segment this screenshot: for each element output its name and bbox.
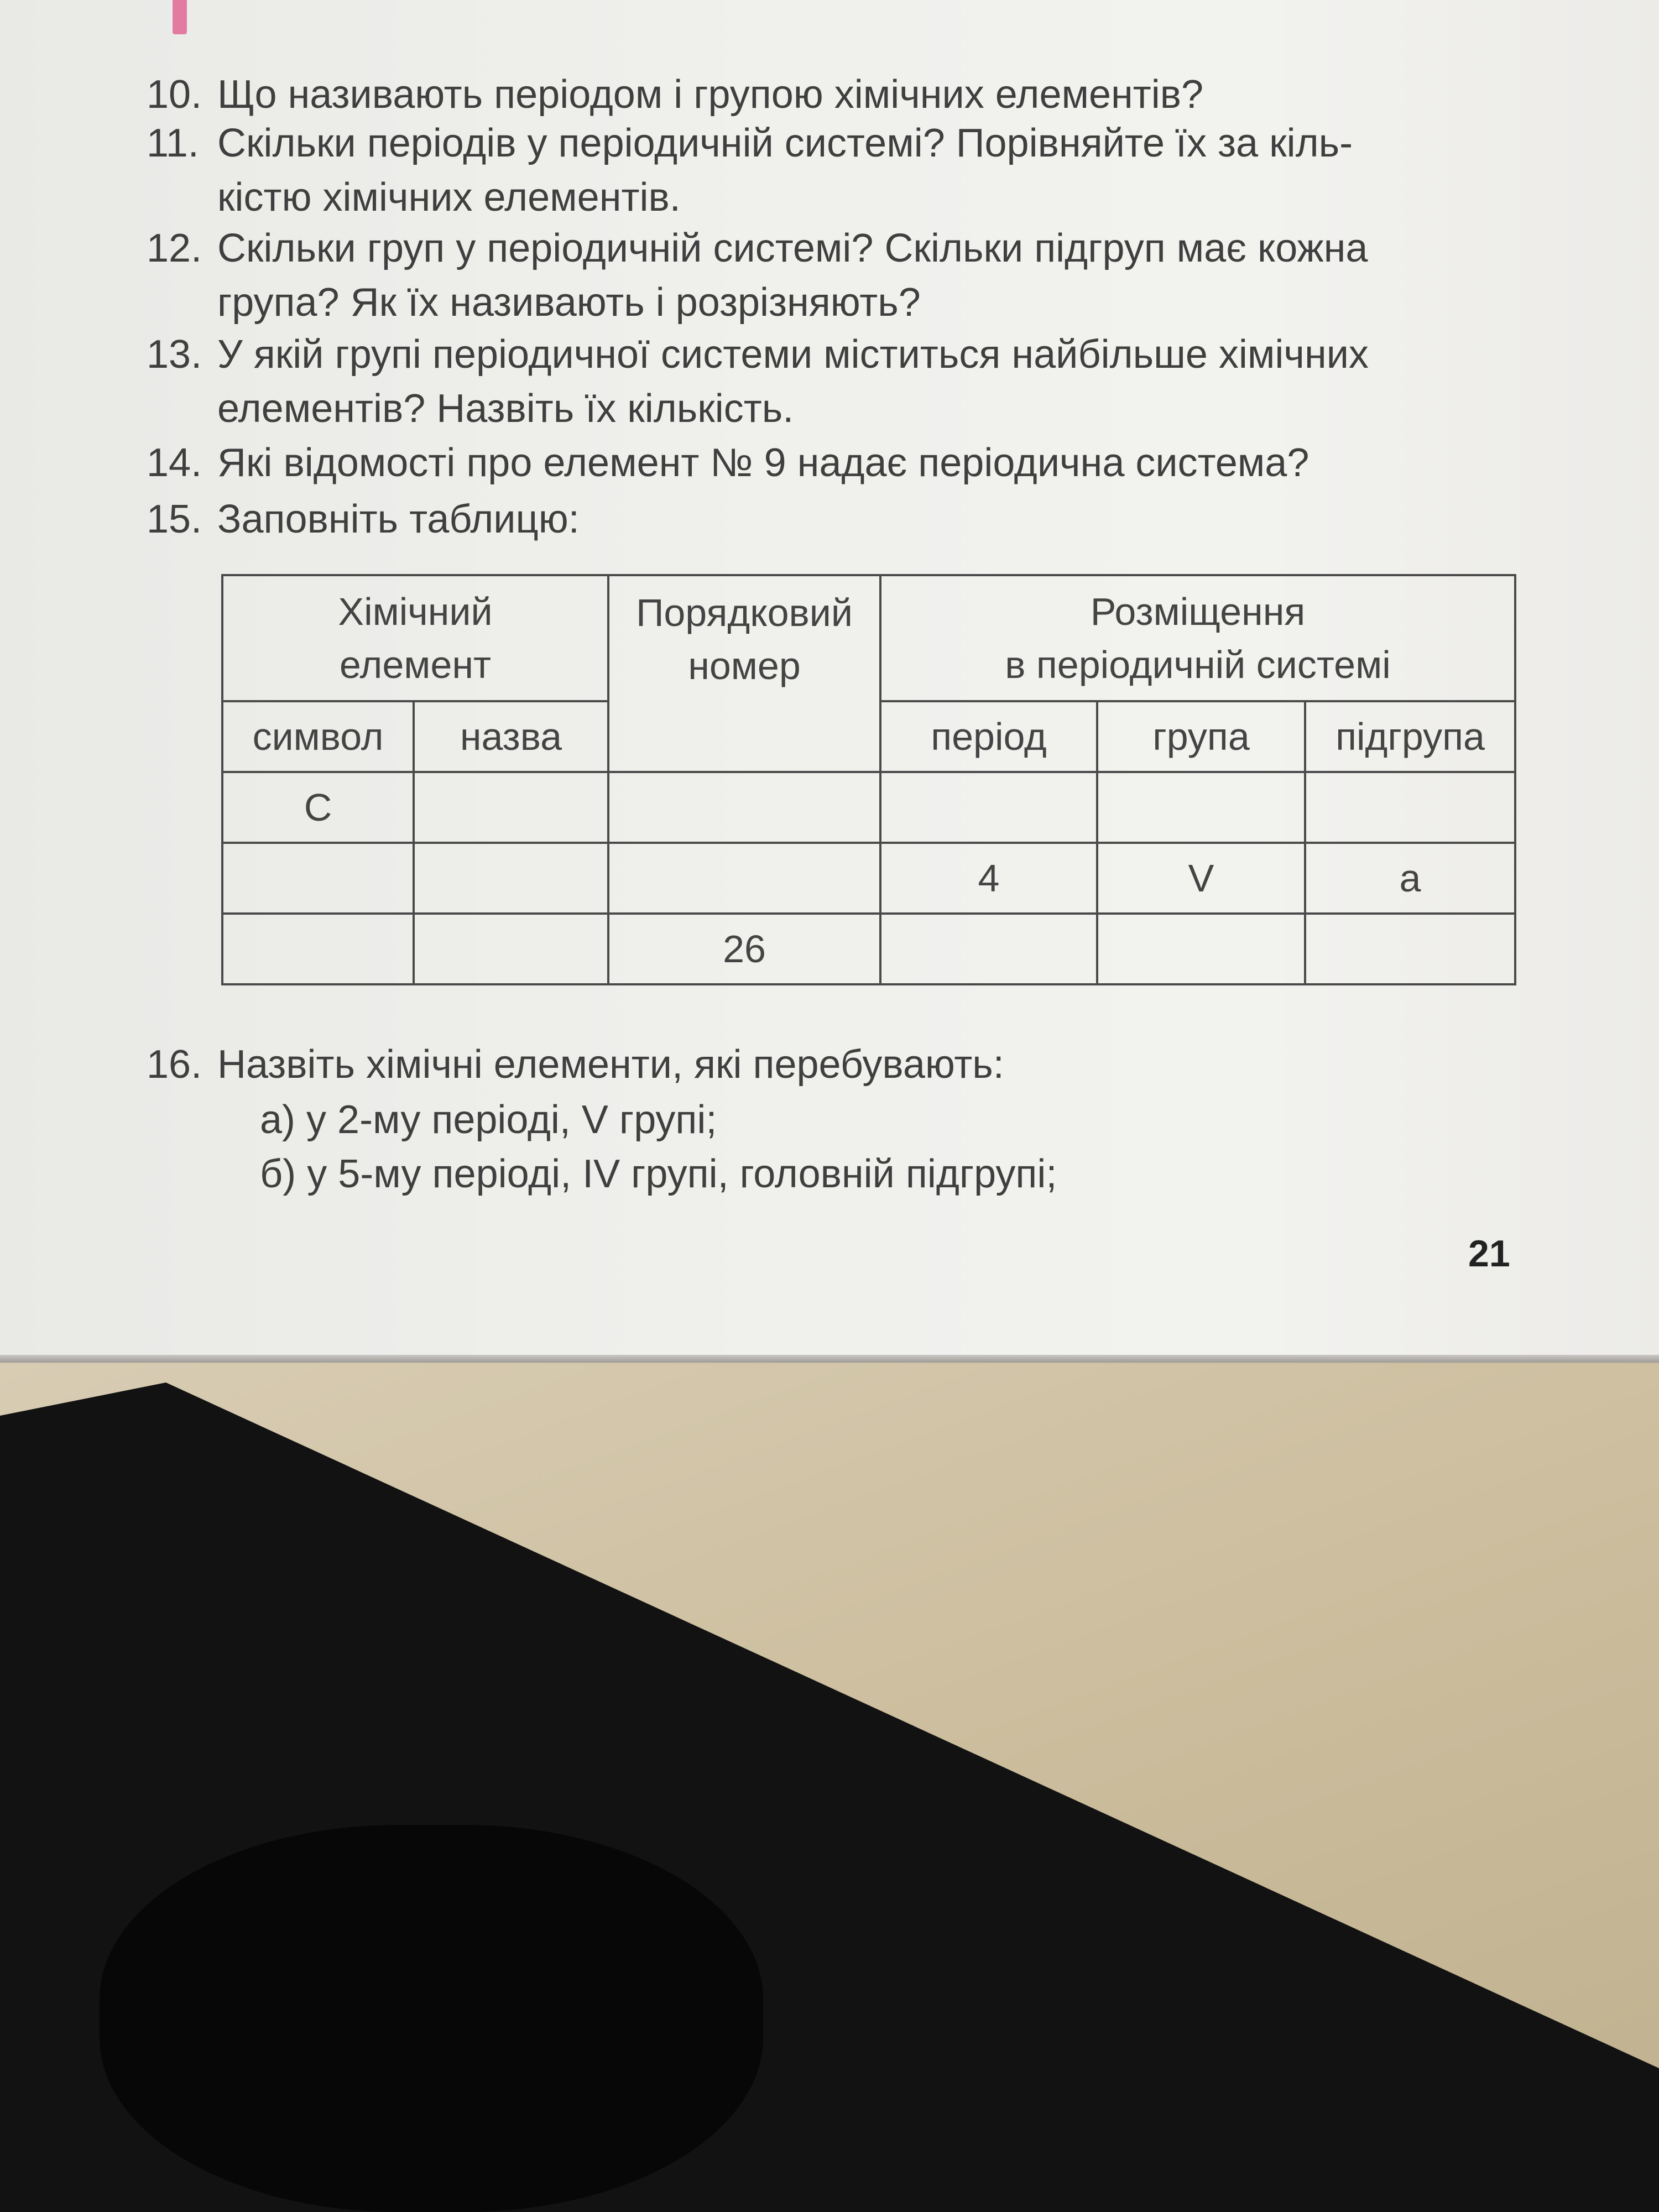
cell-ordinal	[608, 843, 880, 914]
bookmark-marker	[173, 0, 187, 34]
question-text-continued: група? Як їх називають і розрізняють?	[217, 280, 921, 325]
question-16-option-a: а) у 2-му періоді, V групі;	[260, 1098, 717, 1142]
cell-name	[414, 772, 608, 843]
header-ordinal-number	[608, 575, 880, 772]
question-text-continued: кістю хімічних елементів.	[217, 175, 681, 220]
cell-name	[414, 914, 608, 984]
question-13	[147, 327, 1529, 436]
question-text: Скільки груп у періодичній системі? Скільки підгруп має кожна	[217, 226, 1368, 270]
cell-group	[1097, 914, 1305, 984]
question-number: 14.	[147, 441, 202, 485]
table-row	[222, 843, 1515, 914]
question-number: 16.	[147, 1042, 202, 1087]
cell-symbol	[222, 914, 414, 984]
header-chemical-element	[222, 575, 608, 701]
header-symbol: символ	[222, 701, 414, 772]
question-text: Скільки періодів у періодичній системі? Порівняйте їх за кіль-	[217, 121, 1353, 165]
cell-symbol: C	[222, 772, 414, 843]
question-text: У якій групі періодичної системи міститься найбільше хімічних	[217, 332, 1369, 377]
question-number: 15.	[147, 497, 202, 541]
fill-in-table	[221, 574, 1516, 985]
header-line: Хімічний	[338, 590, 493, 633]
question-11	[147, 116, 1529, 225]
cell-group: V	[1097, 843, 1305, 914]
header-line: елемент	[339, 643, 492, 686]
header-period: період	[880, 701, 1097, 772]
page-number: 21	[1468, 1233, 1510, 1275]
cell-symbol	[222, 843, 414, 914]
header-placement	[880, 575, 1515, 701]
header-group: група	[1097, 701, 1305, 772]
question-text: Заповніть таблицю:	[217, 497, 580, 541]
cell-subgroup	[1305, 914, 1515, 984]
cell-subgroup: а	[1305, 843, 1515, 914]
question-14	[147, 436, 1529, 490]
dark-shadow	[100, 1825, 763, 2212]
question-text: Що називають періодом і групою хімічних елементів?	[217, 72, 1204, 117]
question-number: 11.	[147, 121, 199, 165]
question-12	[147, 221, 1529, 330]
question-10	[147, 67, 1529, 122]
header-line: Порядковий	[636, 591, 853, 634]
question-text-continued: елементів? Назвіть їх кількість.	[217, 387, 794, 431]
question-16-option-b: б) у 5-му періоді, IV групі, головній підгрупі;	[260, 1152, 1057, 1196]
question-number: 13.	[147, 332, 202, 377]
cell-ordinal	[608, 772, 880, 843]
header-line: номер	[688, 644, 801, 687]
cell-group	[1097, 772, 1305, 843]
cell-period	[880, 772, 1097, 843]
header-name: назва	[414, 701, 608, 772]
question-16	[147, 1037, 1529, 1092]
header-line: Розміщення	[1090, 590, 1306, 633]
header-line: в періодичній системі	[1005, 643, 1391, 686]
table-row	[222, 772, 1515, 843]
cell-ordinal: 26	[608, 914, 880, 984]
question-number: 10.	[147, 72, 202, 117]
question-15	[147, 492, 1529, 546]
table-row	[222, 914, 1515, 984]
header-subgroup: підгрупа	[1305, 701, 1515, 772]
cell-name	[414, 843, 608, 914]
page-edge	[0, 1355, 1659, 1363]
cell-period	[880, 914, 1097, 984]
question-text: Назвіть хімічні елементи, які перебувають:	[217, 1042, 1004, 1087]
cell-period: 4	[880, 843, 1097, 914]
question-text: Які відомості про елемент № 9 надає періодична система?	[217, 441, 1310, 485]
cell-subgroup	[1305, 772, 1515, 843]
question-number: 12.	[147, 226, 202, 270]
